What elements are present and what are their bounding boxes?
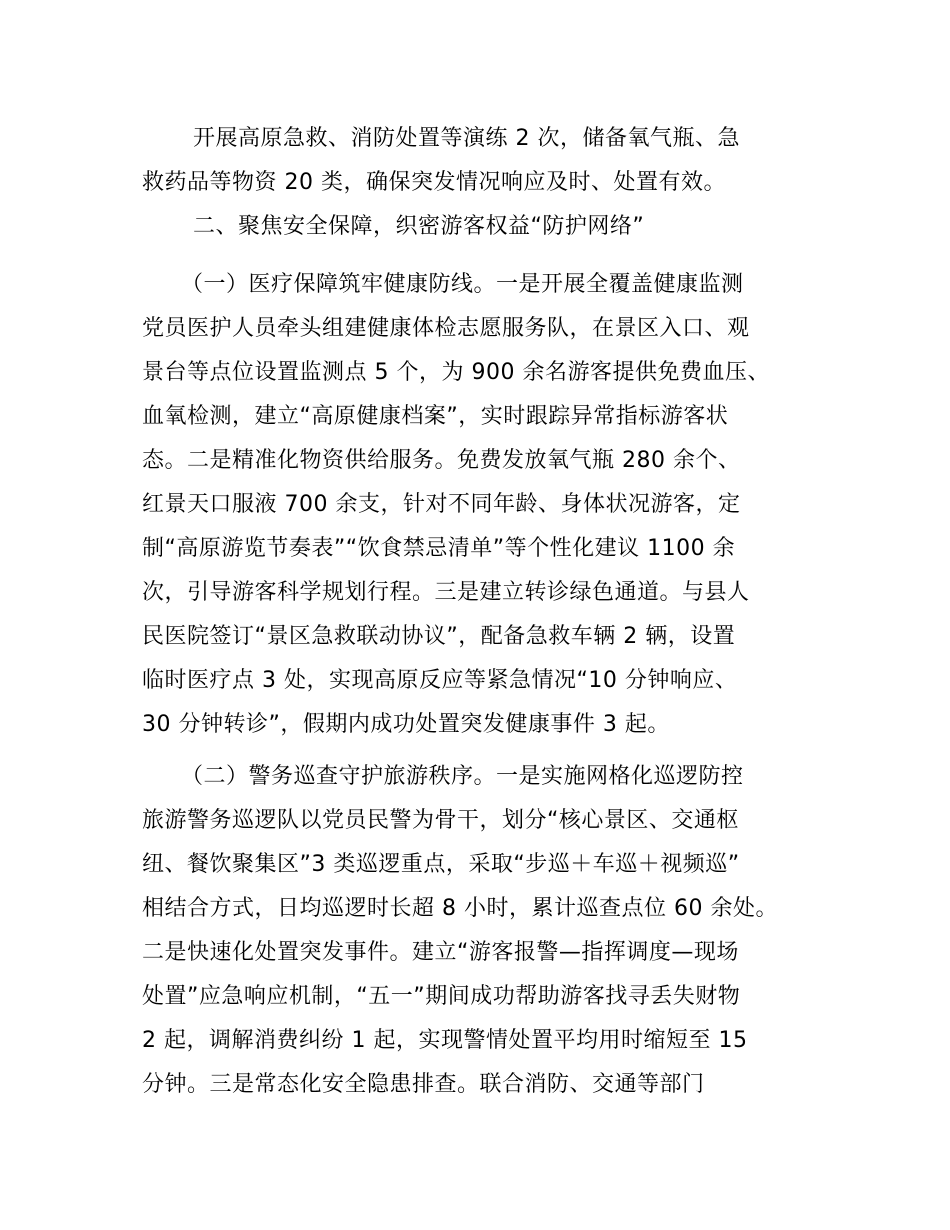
subsection-heading-line: （一）医疗保障筑牢健康防线。一是开展全覆盖健康监测 <box>181 272 744 297</box>
text-line: 纽、餐饮聚集区”3 类巡逻重点，采取“步巡＋车巡＋视频巡” <box>142 852 740 877</box>
text-line: 旅游警务巡逻队以党员民警为骨干，划分“核心景区、交通枢 <box>142 808 739 833</box>
text-line: 2 起，调解消费纠纷 1 起，实现警情处置平均用时缩短至 15 <box>142 1028 748 1053</box>
text-line: 相结合方式，日均巡逻时长超 8 小时，累计巡查点位 60 余处。 <box>142 896 778 921</box>
text-line: 态。二是精准化物资供给服务。免费发放氧气瓶 280 余个、 <box>142 448 741 473</box>
text-line: 党员医护人员牵头组建健康体检志愿服务队，在景区入口、观 <box>142 316 750 341</box>
text-line: 次，引导游客科学规划行程。三是建立转诊绿色通道。与县人 <box>142 580 750 605</box>
text-line: 处置”应急响应机制，“五一”期间成功帮助游客找寻丢失财物 <box>142 984 741 1009</box>
text-line: 开展高原急救、消防处置等演练 2 次，储备氧气瓶、急 <box>193 126 740 151</box>
text-line: 救药品等物资 20 类，确保突发情况响应及时、处置有效。 <box>142 170 726 195</box>
text-line: 二是快速化处置突发事件。建立“游客报警—指挥调度—现场 <box>142 940 739 965</box>
text-line: 红景天口服液 700 余支，针对不同年龄、身体状况游客，定 <box>142 492 741 517</box>
text-line: 临时医疗点 3 处，实现高原反应等紧急情况“10 分钟响应、 <box>142 668 738 693</box>
subsection-heading-line: （二）警务巡查守护旅游秩序。一是实施网格化巡逻防控 <box>181 764 744 789</box>
text-line: 分钟。三是常态化安全隐患排查。联合消防、交通等部门 <box>142 1072 705 1097</box>
text-line: 景台等点位设置监测点 5 个，为 900 余名游客提供免费血压、 <box>142 360 770 385</box>
text-line: 制“高原游览节奏表”“饮食禁忌清单”等个性化建议 1100 余 <box>142 536 736 561</box>
text-line: 血氧检测，建立“高原健康档案”，实时跟踪异常指标游客状 <box>142 404 729 429</box>
section-heading: 二、聚焦安全保障，织密游客权益“防护网络” <box>193 214 645 239</box>
text-line: 30 分钟转诊”，假期内成功处置突发健康事件 3 起。 <box>142 712 670 737</box>
text-line: 民医院签订“景区急救联动协议”，配备急救车辆 2 辆，设置 <box>142 624 736 649</box>
